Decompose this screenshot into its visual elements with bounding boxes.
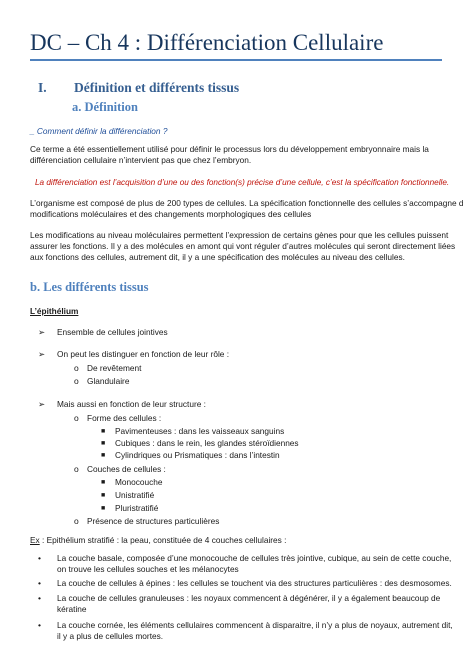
list-subitem: Couches de cellules : [87,464,166,474]
layer-line: kératine [57,604,87,614]
list-subsubitem: Pluristratifié [115,503,159,513]
circle-bullet-icon: o [74,363,79,373]
example-prefix: Ex [30,535,40,545]
paragraph-1-line-1: Ce terme a été essentiellement utilisé pour définir le processus lors du développement embryonnaire mais la [30,144,429,154]
circle-bullet-icon: o [74,376,79,386]
list-subsubitem: Pavimenteuses : dans les vaisseaux sanguins [115,426,285,436]
question-line: _ Comment définir la différenciation ? [30,126,168,136]
section-number: I. [38,80,47,95]
paragraph-3-line-2: assurer les fonctions. Il y a des molécules en amont qui vont réguler d’autres molécules qui seront directement liées [30,241,456,251]
list-subsubitem: Cylindriques ou Prismatiques : dans l’intestin [115,450,280,460]
square-bullet-icon: ■ [101,479,106,486]
subheading-tissues: b. Les différents tissus [30,280,149,294]
arrow-bullet-icon: ➢ [38,399,46,409]
paragraph-2-line-1: L’organisme est composé de plus de 200 types de cellules. La spécification fonctionnelle des cellules s’accompagne d [30,198,464,208]
dot-bullet-icon: • [38,578,41,588]
title-underline [30,59,442,61]
definition-statement: La différenciation est l’acquisition d’une ou des fonction(s) précise d’une cellule, c’est la spécification fonctionnelle. [35,178,450,187]
subheading-definition: a. Définition [72,100,138,114]
square-bullet-icon: ■ [101,492,106,499]
list-subsubitem: Unistratifié [115,490,155,500]
section-label: Définition et différents tissus [74,80,240,95]
square-bullet-icon: ■ [101,505,106,512]
list-subitem: Glandulaire [87,376,130,386]
layer-line: on trouve les cellules souches et les mélanocytes [57,564,239,574]
list-subsubitem: Cubiques : dans le rein, les glandes stéroïdiennes [115,438,299,448]
section-heading-1 [38,80,239,96]
layer-line: il y a plus de cellules mortes. [57,631,164,641]
circle-bullet-icon: o [74,413,79,423]
example-line [30,535,286,546]
circle-bullet-icon: o [74,464,79,474]
circle-bullet-icon: o [74,516,79,526]
dot-bullet-icon: • [38,553,41,563]
paragraph-3-line-1: Les modifications au niveau moléculaires permettent l’expression de certains gènes pour que les cellules puissent [30,230,449,240]
square-bullet-icon: ■ [101,452,106,459]
layer-line: La couche cornée, les éléments cellulaires commencent à disparaitre, il n’y a plus de noyaux, autrement dit, [57,620,453,630]
arrow-bullet-icon: ➢ [38,349,46,359]
list-item: Ensemble de cellules jointives [57,327,168,337]
page-title: DC – Ch 4 : Différenciation Cellulaire [30,30,384,55]
example-text: : Epithélium stratifié : la peau, constituée de 4 couches cellulaires : [39,535,287,545]
list-subsubitem: Monocouche [115,477,163,487]
square-bullet-icon: ■ [101,440,106,447]
paragraph-1-line-2: différenciation cellulaire n’intervient pas que chez l’embryon. [30,155,252,165]
list-item: On peut les distinguer en fonction de leur rôle : [57,349,230,359]
epithelium-heading: L’épithélium [30,306,79,316]
list-item: Mais aussi en fonction de leur structure : [57,399,206,409]
layer-line: La couche de cellules granuleuses : les noyaux commencent à dégénérer, il y a également beaucoup de [57,593,441,603]
paragraph-2-line-2: modifications moléculaires et des changements morphologiques des cellules [30,209,312,219]
dot-bullet-icon: • [38,620,41,630]
layer-line: La couche de cellules à épines : les cellules se touchent via des structures particulières : des desmosomes. [57,578,452,588]
list-subitem: Forme des cellules : [87,413,162,423]
layer-line: La couche basale, composée d’une monocouche de cellules très jointive, cubique, au sein de cette couche, [57,553,452,563]
arrow-bullet-icon: ➢ [38,327,46,337]
dot-bullet-icon: • [38,593,41,603]
list-subitem: Présence de structures particulières [87,516,220,526]
list-subitem: De revêtement [87,363,142,373]
paragraph-3-line-3: aux fonctions des cellules, autrement dit, il y a une spécification des molécules au niveau des cellules. [30,252,405,262]
square-bullet-icon: ■ [101,428,106,435]
